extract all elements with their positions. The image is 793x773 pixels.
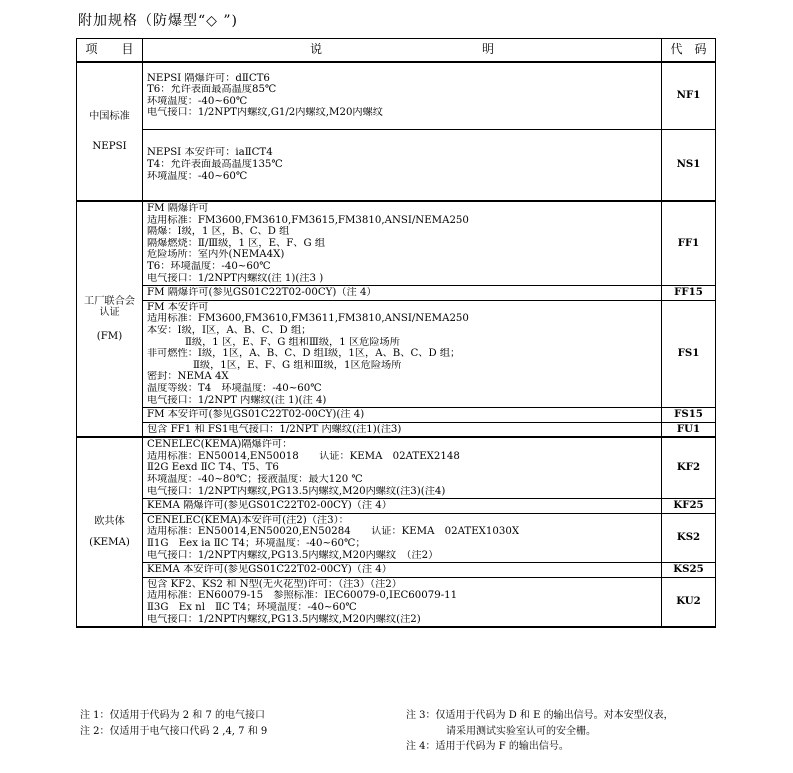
desc-line: FM 隔爆许可(参见GS01C22T02-00CY)（注 4） [147, 287, 377, 299]
table-row [77, 577, 716, 627]
description-cell [143, 577, 662, 627]
table-row [77, 422, 716, 437]
desc-line: 适用标准：EN60079-15 参照标准：IEC60079-0,IEC60079-11 [147, 590, 458, 602]
table-row [77, 437, 716, 498]
desc-line: Ⅱ3G Ex nl ⅡC T4；环境温度：-40~60℃ [147, 602, 357, 613]
desc-line: 电气接口：1/2NPT内螺纹,G1/2内螺纹,M20内螺纹 [147, 107, 383, 119]
category-cell-nepsi [77, 62, 143, 201]
desc-line: 密封：NEMA 4X [147, 371, 229, 383]
note-1: 注 1：仅适用于代码为 2 和 7 的电气接口 [80, 710, 265, 721]
desc-line: 电气接口：1/2NPT内螺纹,PG13.5内螺纹,M20内螺纹(注3)(注4) [147, 485, 446, 497]
desc-line: 电气接口：1/2NPT 内螺纹(注 1)(注 4) [147, 394, 327, 406]
desc-line: FM 本安许可 [147, 301, 209, 313]
desc-line: T4：允许表面最高温度135℃ [147, 158, 283, 170]
code-cell: KS2 [662, 513, 716, 562]
code-cell: KF25 [662, 499, 716, 514]
category-cell-fm [77, 201, 143, 437]
category-line: (FM) [96, 330, 123, 342]
category-line: 欧共体 [94, 515, 125, 527]
table-row [77, 286, 716, 301]
desc-line: FM 本安许可(参见GS01C22T02-00CY)(注 4) [147, 409, 365, 421]
description-cell [143, 129, 662, 201]
desc-line: 包含 KF2、KS2 和 N型(无火花型)许可：（注3）（注2） [147, 578, 402, 590]
desc-line: CENELEC(KEMA)本安许可(注2)（注3）： [147, 514, 349, 526]
table-row [77, 563, 716, 578]
desc-line: 本安：Ⅰ级，Ⅰ区，A、B、C、D 组； [147, 324, 312, 336]
header-description [143, 39, 662, 63]
table-row [77, 62, 716, 129]
desc-line: FM 隔爆许可 [147, 203, 209, 214]
description-cell [143, 437, 662, 498]
category-line: (KEMA) [89, 537, 130, 549]
description-cell [143, 499, 662, 514]
notes-left [80, 708, 267, 739]
description-cell [143, 286, 662, 301]
category-line: NEPSI [92, 140, 127, 152]
desc-line: 环境温度：-40~80℃；接液温度：最大120 ℃ [147, 474, 363, 486]
desc-line: T6：允许表面最高温度85℃ [147, 84, 277, 96]
category-line: 工厂联合会 [84, 295, 135, 307]
table-row [77, 408, 716, 423]
desc-line: 环境温度：-40~60℃ [147, 170, 248, 182]
description-cell [143, 513, 662, 562]
desc-line: 适用标准：EN50014,EN50018 认证：KEMA 02ATEX2148 [147, 450, 460, 462]
category-cell-kema [77, 437, 143, 627]
desc-line: KEMA 本安许可(参见GS01C22T02-00CY)（注 4） [147, 564, 392, 576]
table-header-row [77, 39, 716, 63]
code-cell: FS1 [662, 300, 716, 407]
code-cell: KF2 [662, 437, 716, 498]
desc-line: T6：环境温度：-40~60℃ [147, 260, 271, 272]
desc-line: Ⅱ2G Eexd ⅡC T4、T5、T6 [147, 462, 279, 474]
page-title: 附加规格（防爆型“◇ ”) [78, 13, 238, 29]
desc-line: 包含 FF1 和 FS1电气接口：1/2NPT 内螺纹(注1)(注3) [147, 423, 402, 435]
desc-line: 温度等级：T4 环境温度：-40~60℃ [147, 382, 322, 394]
note-4: 注 4：适用于代码为 F 的输出信号。 [406, 741, 569, 752]
desc-line: 适用标准：FM3600,FM3610,FM3615,FM3810,ANSI/NEMA250 [147, 214, 469, 226]
code-cell: KS25 [662, 563, 716, 578]
code-cell: FF1 [662, 201, 716, 286]
desc-line: NEPSI 本安许可：iaⅡCT4 [147, 147, 273, 159]
description-cell [143, 563, 662, 578]
desc-line: Ⅱ级，1 区，E、F、G 组和Ⅲ级，1 区危险场所 [185, 336, 400, 348]
code-cell: KU2 [662, 577, 716, 627]
code-cell: FF15 [662, 286, 716, 301]
desc-line: 适用标准：FM3600,FM3610,FM3611,FM3810,ANSI/NEMA250 [147, 313, 469, 325]
category-line: 中国标准 [89, 110, 130, 122]
desc-line: 隔爆燃烧：Ⅱ/Ⅲ级，1 区，E、F、G 组 [147, 237, 326, 249]
desc-line: 环境温度：-40~60℃ [147, 95, 248, 107]
code-cell: NS1 [662, 129, 716, 201]
code-cell: FS15 [662, 408, 716, 423]
header-category: 项 目 [77, 39, 143, 63]
desc-line: Ⅱ1G Eex ia ⅡC T4；环境温度：-40~60℃； [147, 538, 366, 550]
desc-line: 电气接口：1/2NPT内螺纹,PG13.5内螺纹,M20内螺纹(注2) [147, 613, 421, 625]
desc-line: 电气接口：1/2NPT内螺纹,PG13.5内螺纹,M20内螺纹 （注2） [147, 549, 439, 561]
desc-line: NEPSI 隔爆许可：dⅡCT6 [147, 72, 270, 84]
code-cell: FU1 [662, 422, 716, 437]
header-desc-right: 明 [482, 42, 495, 57]
table-row [77, 201, 716, 286]
desc-line: CENELEC(KEMA)隔爆许可： [147, 439, 293, 451]
note-3: 注 3：仅适用于代码为 D 和 E 的输出信号。对本安型仪表， [406, 710, 674, 721]
desc-line: KEMA 隔爆许可(参见GS01C22T02-00CY)（注 4） [147, 500, 392, 512]
desc-line: 适用标准：EN50014,EN50020,EN50284 认证：KEMA 02ATEX1030X [147, 526, 520, 538]
note-3-continued: 请采用测试实验室认可的安全栅。 [446, 725, 596, 737]
category-line: 认证 [99, 307, 120, 319]
desc-line: 非可燃性：Ⅰ级，1区，A、B、C、D 组Ⅰ级，1区，A、B、C、D 组； [147, 348, 461, 360]
description-cell [143, 300, 662, 407]
description-cell [143, 408, 662, 423]
description-cell [143, 62, 662, 129]
desc-line: 危险场所：室内外(NEMA4X) [147, 249, 285, 261]
header-desc-left: 说 [309, 42, 322, 57]
notes-right [406, 708, 674, 755]
header-code: 代 码 [662, 39, 716, 63]
description-cell [143, 201, 662, 286]
desc-line: 隔爆：Ⅰ级，1 区，B、C、D 组 [147, 226, 290, 238]
desc-line: Ⅱ级，1区，E、F、G 组和Ⅲ级，1区危险场所 [193, 359, 402, 371]
table-row [77, 513, 716, 562]
table-row [77, 129, 716, 201]
description-cell [143, 422, 662, 437]
desc-line: 电气接口：1/2NPT内螺纹(注 1)(注3 ) [147, 272, 324, 284]
code-cell: NF1 [662, 62, 716, 129]
note-2: 注 2：仅适用于电气接口代码 2 ,4, 7 和 9 [80, 725, 268, 737]
spec-table [76, 38, 716, 628]
table-row [77, 300, 716, 407]
table-row [77, 499, 716, 514]
